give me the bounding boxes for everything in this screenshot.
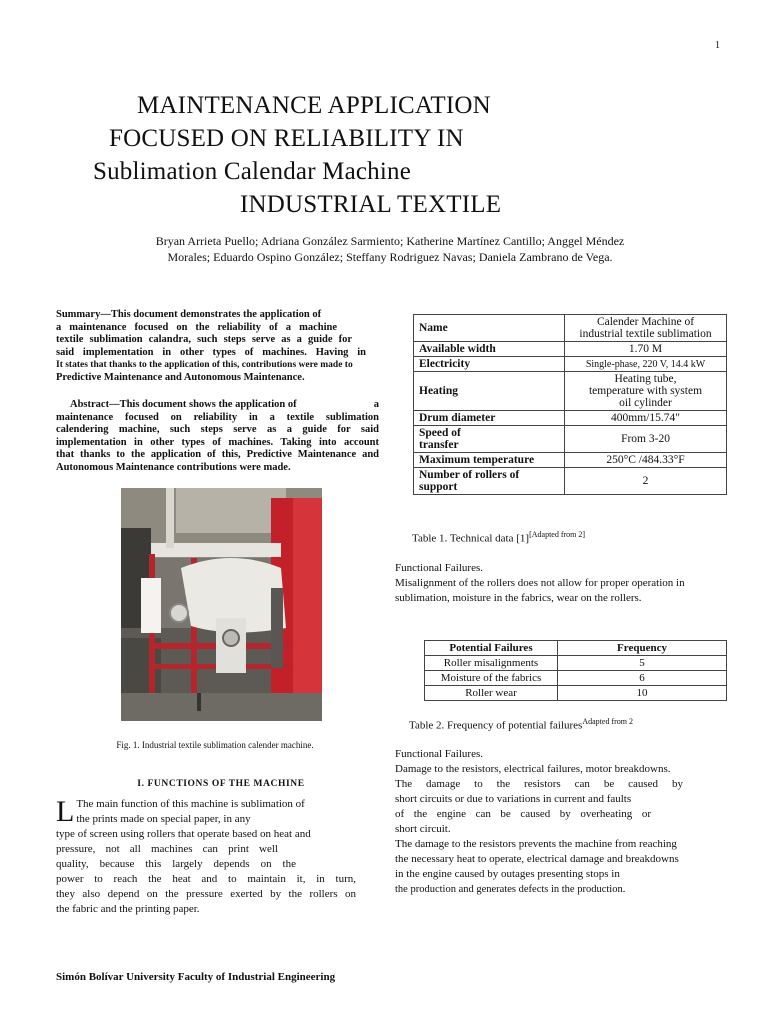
authors-line-2: Morales; Eduardo Ospino González; Steffany Rodriguez Navas; Daniela Zambrano de Vega. xyxy=(167,250,613,264)
title-line-1: MAINTENANCE APPLICATION xyxy=(137,92,491,119)
ff2-line: short circuits or due to variations in current and faults xyxy=(395,793,632,805)
tech-row-name: Available width xyxy=(414,342,565,357)
machine-photo xyxy=(121,488,322,721)
freq-header-frequency: Frequency xyxy=(558,641,727,656)
functional-failures-2 xyxy=(395,747,725,897)
table2-caption xyxy=(409,717,633,732)
ff2-line: The damage to the resistors can be caused by xyxy=(395,778,683,790)
figure-caption: Fig. 1. Industrial textile sublimation calender machine. xyxy=(116,740,314,750)
technical-data-table-wrap xyxy=(413,314,727,495)
tech-row-value: From 3-20 xyxy=(565,426,727,453)
ff2-line: the production and generates defects in the production. xyxy=(395,884,626,895)
freq-table-row xyxy=(425,686,727,701)
functional-failures-1 xyxy=(395,561,735,606)
body-line: the prints made on special paper, in any xyxy=(76,813,251,825)
table1-caption xyxy=(412,530,585,545)
tech-table-row xyxy=(414,426,727,453)
ff2-line: The damage to the resistors prevents the machine from reaching xyxy=(395,838,677,850)
tech-row-value: 2 xyxy=(565,468,727,495)
tech-row-name: Number of rollers of support xyxy=(414,468,565,495)
drop-cap: L xyxy=(56,795,75,828)
frequency-table xyxy=(424,640,727,701)
tech-row-name: Heating xyxy=(414,372,565,411)
title-line-3: Sublimation Calendar Machine xyxy=(93,158,412,185)
freq-failure-cell: Roller wear xyxy=(425,686,558,701)
ff2-heading: Functional Failures. xyxy=(395,748,483,760)
ff2-line: in the engine caused by outages presenting stops in xyxy=(395,868,620,880)
freq-header-failure: Potential Failures xyxy=(425,641,558,656)
author-list xyxy=(110,233,670,265)
tech-row-value: 400mm/15.74" xyxy=(565,411,727,426)
footer-institution: Simón Bolívar University Faculty of Industrial Engineering xyxy=(56,971,336,983)
body-line: type of screen using rollers that operate based on heat and xyxy=(56,828,311,840)
freq-value-cell: 5 xyxy=(558,656,727,671)
tech-row-value: Calender Machine of industrial textile sublimation xyxy=(565,315,727,342)
tech-row-value: Heating tube, temperature with system oil cylinder xyxy=(565,372,727,411)
abstract-line: that thanks to the application of this, Predictive Maintenance and xyxy=(56,449,379,461)
freq-failure-cell: Roller misalignments xyxy=(425,656,558,671)
abstract-line: calendering machine, such steps serve as a guide for said xyxy=(56,424,379,436)
freq-table-row xyxy=(425,671,727,686)
tech-table-row xyxy=(414,468,727,495)
freq-failure-cell: Moisture of the fabrics xyxy=(425,671,558,686)
page-number: 1 xyxy=(715,40,720,51)
ff2-line: Damage to the resistors, electrical failures, motor breakdowns. xyxy=(395,763,671,775)
body-line: pressure, not all machines can print well xyxy=(56,843,278,855)
tech-row-name: Electricity xyxy=(414,357,565,372)
abstract-line: maintenance focused on reliability in a textile sublimation xyxy=(56,411,379,423)
abstract-line: Abstract—This document shows the application of xyxy=(70,399,297,410)
table1-caption-sup: [Adapted from 2] xyxy=(529,530,586,539)
freq-table-row xyxy=(425,656,727,671)
abstract-paragraph xyxy=(56,399,379,475)
tech-row-value: 1.70 M xyxy=(565,342,727,357)
section-heading: I. FUNCTIONS OF THE MACHINE xyxy=(137,779,305,789)
ff2-line: of the engine can be caused by overheating or xyxy=(395,808,651,820)
abstract-line: Autonomous Maintenance contributions were made. xyxy=(56,461,291,473)
tech-table-row xyxy=(414,453,727,468)
tech-row-name: Speed of transfer xyxy=(414,426,565,453)
ff1-line: sublimation, moisture in the fabrics, wear on the rollers. xyxy=(395,592,642,604)
frequency-table-wrap xyxy=(424,640,727,701)
tech-table-row xyxy=(414,411,727,426)
freq-value-cell: 10 xyxy=(558,686,727,701)
summary-line: textile sublimation calandra, such steps serve as a guide for xyxy=(56,334,352,346)
section-body xyxy=(56,797,356,917)
ff1-line: Misalignment of the rollers does not allow for proper operation in xyxy=(395,577,685,589)
body-line: power to reach the heat and to maintain it, in turn, xyxy=(56,873,356,885)
tech-row-name: Name xyxy=(414,315,565,342)
summary-paragraph xyxy=(56,309,386,385)
freq-header-row xyxy=(425,641,727,656)
body-line: they also depend on the pressure exerted by the rollers on xyxy=(56,888,356,900)
abstract-line: a xyxy=(373,399,379,410)
freq-value-cell: 6 xyxy=(558,671,727,686)
abstract-line: implementation in other types of machines. Taking into account xyxy=(56,436,379,448)
body-line: quality, because this largely depends on the xyxy=(56,858,296,870)
summary-line: It states that thanks to the application of this, contributions were made to xyxy=(56,360,353,371)
tech-table-row xyxy=(414,357,727,372)
title-line-2: FOCUSED ON RELIABILITY IN xyxy=(109,125,464,152)
tech-table-row xyxy=(414,315,727,342)
tech-table-row xyxy=(414,342,727,357)
title-line-4: INDUSTRIAL TEXTILE xyxy=(240,191,502,218)
tech-row-value: Single-phase, 220 V, 14.4 kW xyxy=(565,357,727,372)
table1-caption-text: Table 1. Technical data [1] xyxy=(412,532,530,545)
tech-table-row xyxy=(414,372,727,411)
technical-data-table xyxy=(413,314,727,495)
summary-line: a maintenance focused on the reliability of a machine xyxy=(56,321,337,333)
tech-row-name: Drum diameter xyxy=(414,411,565,426)
ff2-line: short circuit. xyxy=(395,823,451,835)
tech-row-value: 250°C /484.33°F xyxy=(565,453,727,468)
authors-line-1: Bryan Arrieta Puello; Adriana González Sarmiento; Katherine Martínez Cantillo; Anggel Méndez xyxy=(155,234,625,248)
table2-caption-text: Table 2. Frequency of potential failures xyxy=(409,719,583,732)
summary-line: Predictive Maintenance and Autonomous Maintenance. xyxy=(56,371,305,383)
ff1-heading: Functional Failures. xyxy=(395,562,483,574)
body-line: the fabric and the printing paper. xyxy=(56,903,200,915)
summary-line: Summary—This document demonstrates the application of xyxy=(56,309,322,320)
abstract-line-1 xyxy=(56,399,379,412)
table2-caption-sup: Adapted from 2 xyxy=(582,717,633,726)
summary-line: said implementation in other types of machines. Having in xyxy=(56,346,366,358)
ff2-line: the necessary heat to operate, electrical damage and breakdowns xyxy=(395,853,679,865)
body-line: The main function of this machine is sublimation of xyxy=(76,798,305,810)
tech-row-name: Maximum temperature xyxy=(414,453,565,468)
